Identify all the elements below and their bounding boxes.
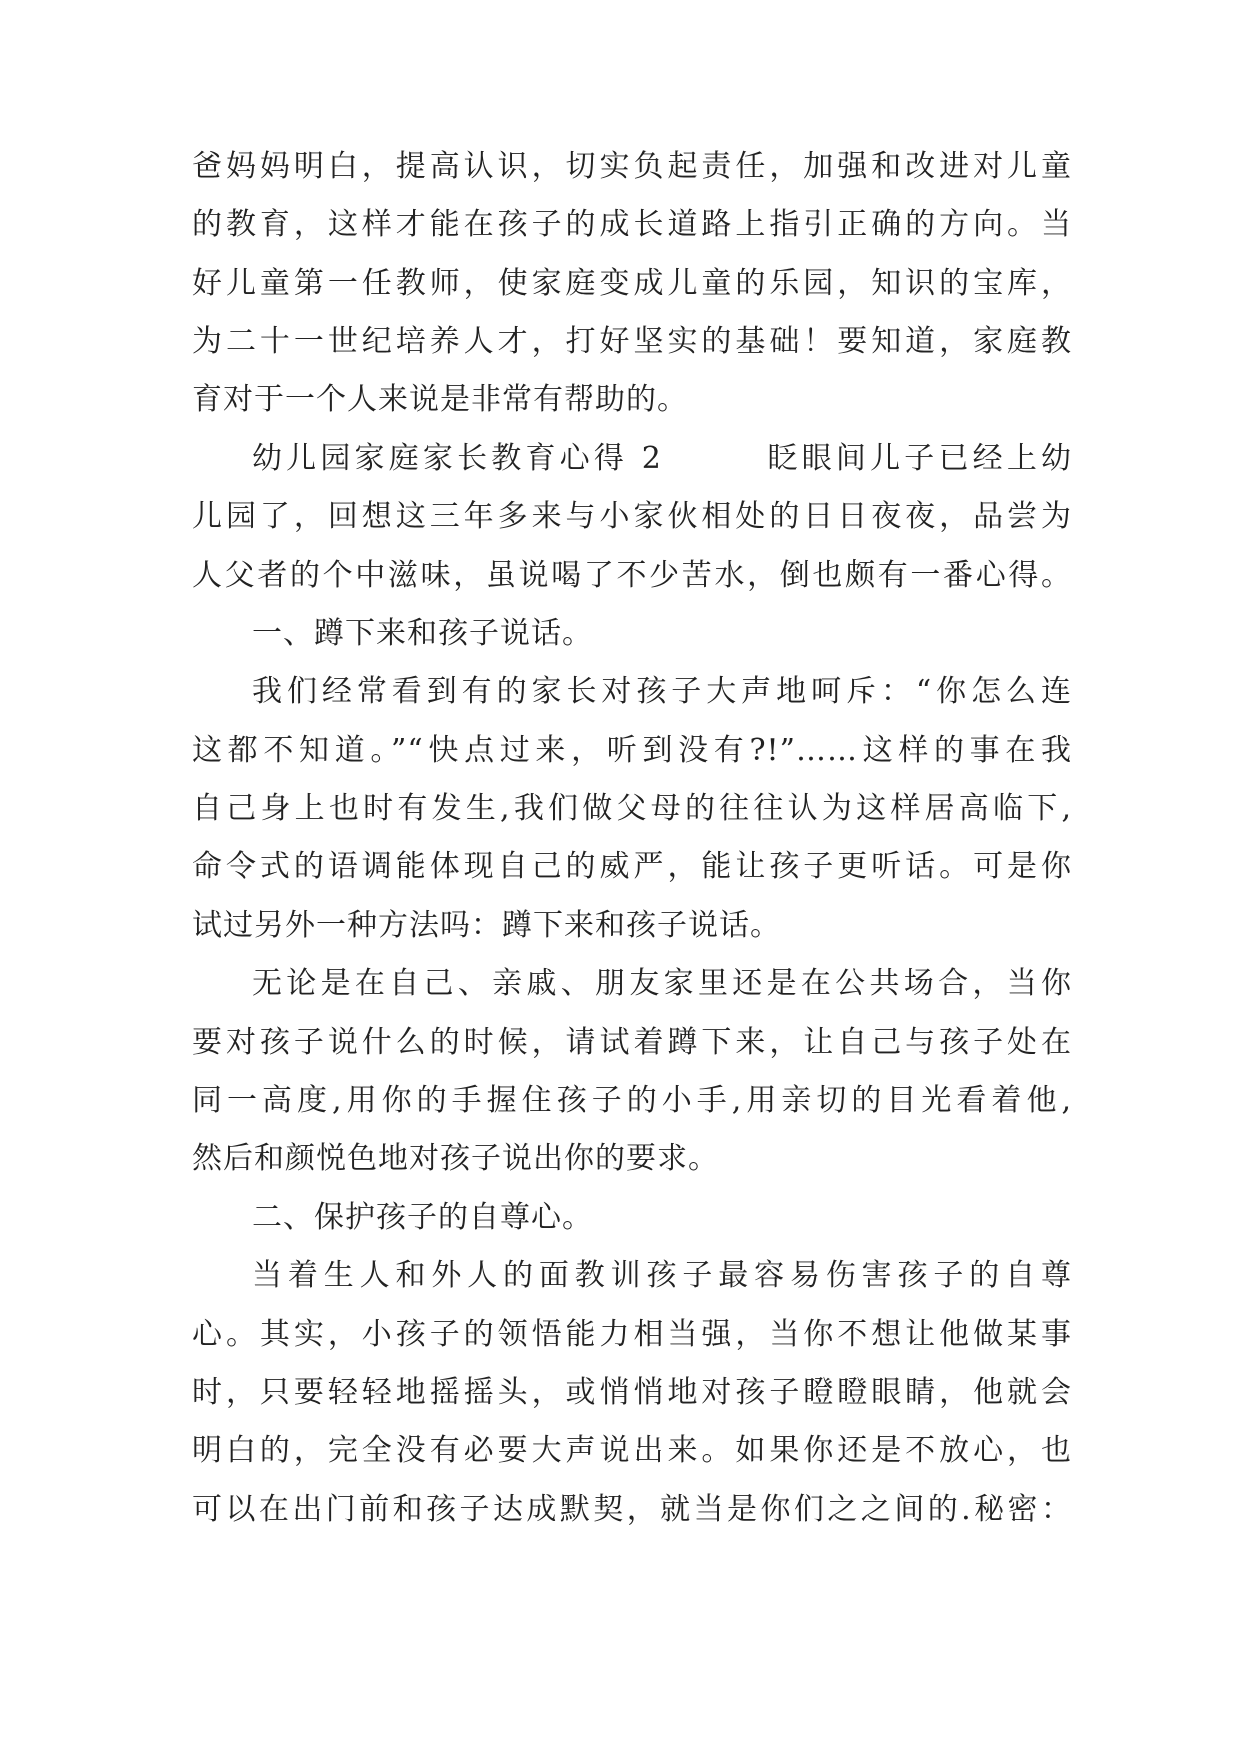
subheading-line: 二、保护孩子的自尊心。 bbox=[252, 1200, 593, 1235]
text-line: 儿园了，回想这三年多来与小家伙相处的日日夜夜，品尝为 bbox=[192, 499, 1072, 534]
text-line: 无论是在自己、亲戚、朋友家里还是在公共场合，当你 bbox=[252, 966, 1072, 1001]
text-line: 我们经常看到有的家长对孩子大声地呵斥：“你怎么连 bbox=[252, 674, 1072, 709]
text-line: 时，只要轻轻地摇摇头，或悄悄地对孩子瞪瞪眼睛，他就会 bbox=[192, 1375, 1072, 1410]
text-line: 为二十一世纪培养人才，打好坚实的基础！要知道，家庭教 bbox=[192, 324, 1072, 359]
subheading-line: 一、蹲下来和孩子说话。 bbox=[252, 616, 593, 651]
text-line: 命令式的语调能体现自己的威严，能让孩子更听话。可是你 bbox=[192, 849, 1072, 884]
text-line: 爸妈妈明白，提高认识，切实负起责任，加强和改进对儿童 bbox=[192, 149, 1072, 184]
text-line: 好儿童第一任教师，使家庭变成儿童的乐园，知识的宝库， bbox=[192, 266, 1072, 301]
text-line: 试过另外一种方法吗：蹲下来和孩子说话。 bbox=[192, 908, 781, 943]
text-line: 当着生人和外人的面教训孩子最容易伤害孩子的自尊 bbox=[252, 1258, 1072, 1293]
text-line: 心。其实，小孩子的领悟能力相当强，当你不想让他做某事 bbox=[192, 1317, 1072, 1352]
text-line: 人父者的个中滋味，虽说喝了不少苦水，倒也颇有一番心得。 bbox=[192, 558, 1072, 593]
text-line: 明白的，完全没有必要大声说出来。如果你还是不放心，也 bbox=[192, 1433, 1072, 1468]
text-line: 要对孩子说什么的时候，请试着蹲下来，让自己与孩子处在 bbox=[192, 1025, 1072, 1060]
text-line: 同一高度,用你的手握住孩子的小手,用亲切的目光看着他, bbox=[192, 1083, 1072, 1118]
text-line: 可以在出门前和孩子达成默契，就当是你们之之间的.秘密： bbox=[192, 1492, 1072, 1527]
text-line: 自己身上也时有发生,我们做父母的往往认为这样居高临下, bbox=[192, 791, 1072, 826]
text-line: 的教育，这样才能在孩子的成长道路上指引正确的方向。当 bbox=[192, 207, 1072, 242]
text-line: 然后和颜悦色地对孩子说出你的要求。 bbox=[192, 1141, 719, 1176]
text-line: 这都不知道。”“快点过来，听到没有?!”……这样的事在我 bbox=[192, 733, 1072, 768]
section-heading-line: 幼儿园家庭家长教育心得 2 眨眼间儿子已经上幼 bbox=[252, 441, 1072, 476]
text-line: 育对于一个人来说是非常有帮助的。 bbox=[192, 382, 688, 417]
